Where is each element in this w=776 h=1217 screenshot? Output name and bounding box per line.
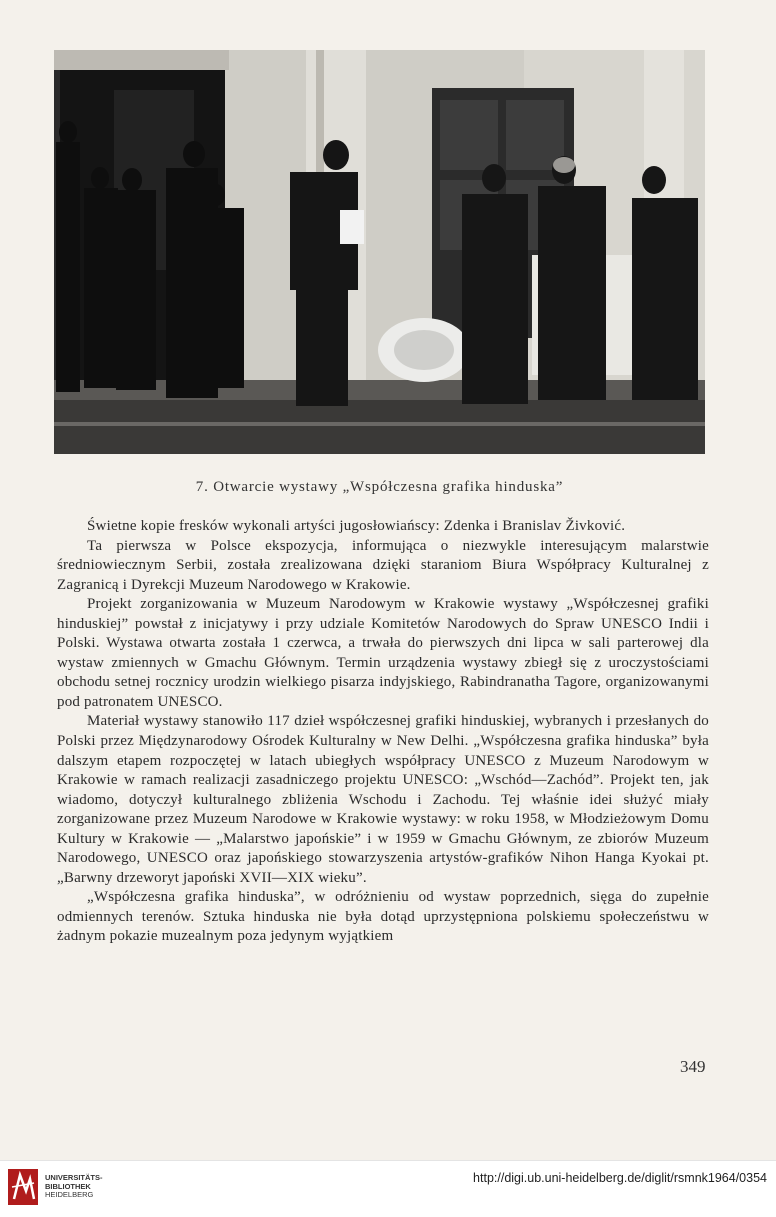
paragraph: Ta pierwsza w Polsce ekspozycja, informująca o niezwykle interesującym malarstwie średniowiecznym Serbii, została zrealizowana dzięki staraniom Biura Współpracy Kulturalnej z Zagranicą i Dyrekcji Muzeum Narodowego w Krakowie. <box>57 537 709 593</box>
permalink-url[interactable]: http://digi.ub.uni-heidelberg.de/diglit/rsmnk1964/0354 <box>473 1171 767 1185</box>
photo-illustration <box>54 50 705 454</box>
library-name-line: BIBLIOTHEK <box>45 1181 91 1191</box>
viewer-footer <box>0 1160 776 1217</box>
photo-caption: 7. Otwarcie wystawy „Współczesna grafika hinduska” <box>195 479 564 495</box>
university-library-logo-icon <box>8 1169 38 1205</box>
paragraph: Świetne kopie fresków wykonali artyści jugosłowiańscy: Zdenka i Branislav Živković. <box>87 518 626 534</box>
page-number: 349 <box>680 1057 706 1076</box>
library-name <box>45 1174 103 1200</box>
body-text <box>57 517 709 947</box>
exhibition-opening-photo <box>54 50 705 454</box>
paragraph: „Współczesna grafika hinduska”, w odróżnieniu od wystaw poprzednich, sięga do zupełnie odmiennych terenów. Sztuka hinduska nie była dotąd uprzystępniona polskiemu społeczeństwu w żadnym pokazie muzealnym poza jedynym wyjątkiem <box>57 889 709 945</box>
paragraph: Materiał wystawy stanowiło 117 dzieł współczesnej grafiki hinduskiej, wybranych i przesłanych do Polski przez Międzynarodowy Ośrodek Kulturalny w New Delhi. „Współczesna grafika hinduska” była dalszym etapem rozpoczętej w latach ubiegłych współpracy UNESCO z Muzeum Narodowym w Krakowie w ramach realizacji zasadniczego projektu UNESCO: „Wschód—Zachód”. Projekt ten, jak wiadomo, dotyczył kulturalnego zbliżenia Wschodu i Zachodu. Tej właśnie idei służyć miały zorganizowane przez Muzeum Narodowe w Krakowie wystawy: w roku 1958, w Młodzieżowym Domu Kultury w Krakowie — „Malarstwo japońskie” i w 1959 w Gmachu Głównym, ze zbiorów Muzeum Narodowego, UNESCO oraz japońskiego stowarzyszenia artystów-grafików Nihon Hanga Kyokai pt. „Barwny drzeworyt japoński XVII—XIX wieku”. <box>57 713 709 886</box>
paragraph: Projekt zorganizowania w Muzeum Narodowym w Krakowie wystawy „Współczesnej grafiki hinduskiej” powstał z inicjatywy i przy udziale Komitetów Narodowych do Spraw UNESCO Indii i Polski. Wystawa otwarta została 1 czerwca, a trwała do pierwszych dni lipca w sali parterowej dla wystaw zmiennych w Gmachu Głównym. Termin urządzenia wystawy zbiegł się z uroczystościami obchodu setnej rocznicy urodzin wielkiego pisarza indyjskiego, Rabindranatha Tagore, organizowanymi pod patronatem UNESCO. <box>57 596 709 710</box>
library-name-line: UNIVERSITÄTS- <box>45 1173 103 1182</box>
library-name-line: HEIDELBERG <box>45 1190 94 1199</box>
